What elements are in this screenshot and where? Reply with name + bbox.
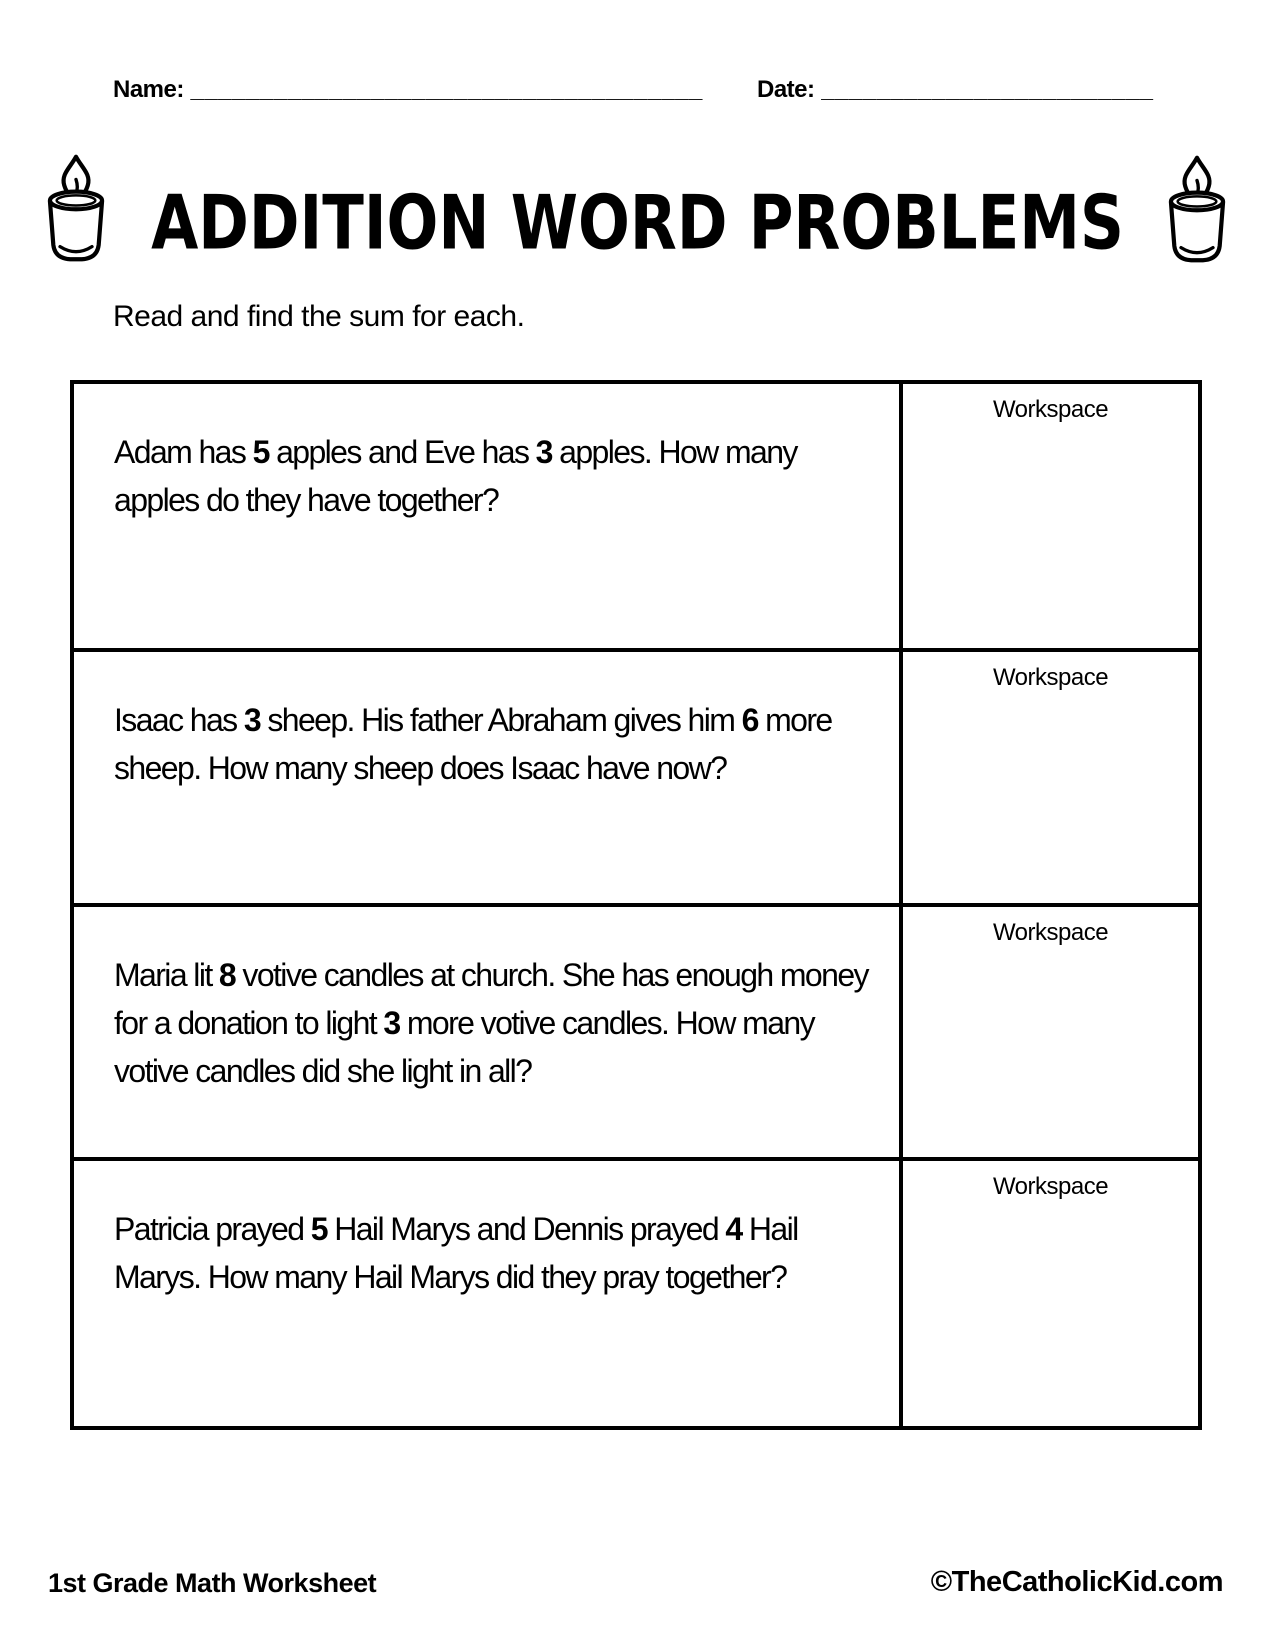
problem-cell-3 [74, 907, 903, 1157]
workspace-label: Workspace [992, 919, 1109, 946]
problem-row-4 [74, 1161, 1198, 1426]
name-label: Name: [113, 76, 184, 103]
date-label: Date: [757, 76, 815, 103]
problems-table [70, 380, 1202, 1430]
problem-row-2 [74, 652, 1198, 907]
workspace-label: Workspace [992, 396, 1109, 423]
workspace-cell-4[interactable] [903, 1161, 1198, 1426]
footer-site-credit: ©TheCatholicKid.com [930, 1566, 1223, 1598]
workspace-cell-1[interactable] [903, 384, 1198, 648]
problem-row-3 [74, 907, 1198, 1161]
problem-text-2: Isaac has 3 sheep. His father Abraham gives him 6 more sheep. How many sheep does Isaac have now? [114, 702, 832, 786]
page-title: ADDITION WORD PROBLEMS [151, 180, 1124, 267]
problem-cell-1 [74, 384, 903, 648]
workspace-label: Workspace [992, 1173, 1109, 1200]
problem-text-3: Maria lit 8 votive candles at church. She has enough money for a donation to light 3 more votive candles. How many votive candles did she light in all? [114, 957, 868, 1089]
problem-cell-4 [74, 1161, 903, 1426]
date-field-group [757, 76, 1154, 104]
date-blank-line[interactable]: ________________________ [821, 76, 1154, 103]
workspace-label: Workspace [992, 664, 1109, 691]
problem-text-1: Adam has 5 apples and Eve has 3 apples. How many apples do they have together? [114, 434, 797, 518]
name-field-group [113, 76, 703, 104]
workspace-cell-2[interactable] [903, 652, 1198, 903]
problem-text-4: Patricia prayed 5 Hail Marys and Dennis prayed 4 Hail Marys. How many Hail Marys did they pray together? [114, 1211, 798, 1295]
footer-worksheet-label: 1st Grade Math Worksheet [48, 1568, 377, 1598]
problem-row-1 [74, 384, 1198, 652]
workspace-cell-3[interactable] [903, 907, 1198, 1157]
problem-cell-2 [74, 652, 903, 903]
instruction-text: Read and find the sum for each. [113, 300, 525, 333]
name-blank-line[interactable]: _____________________________________ [190, 76, 703, 103]
